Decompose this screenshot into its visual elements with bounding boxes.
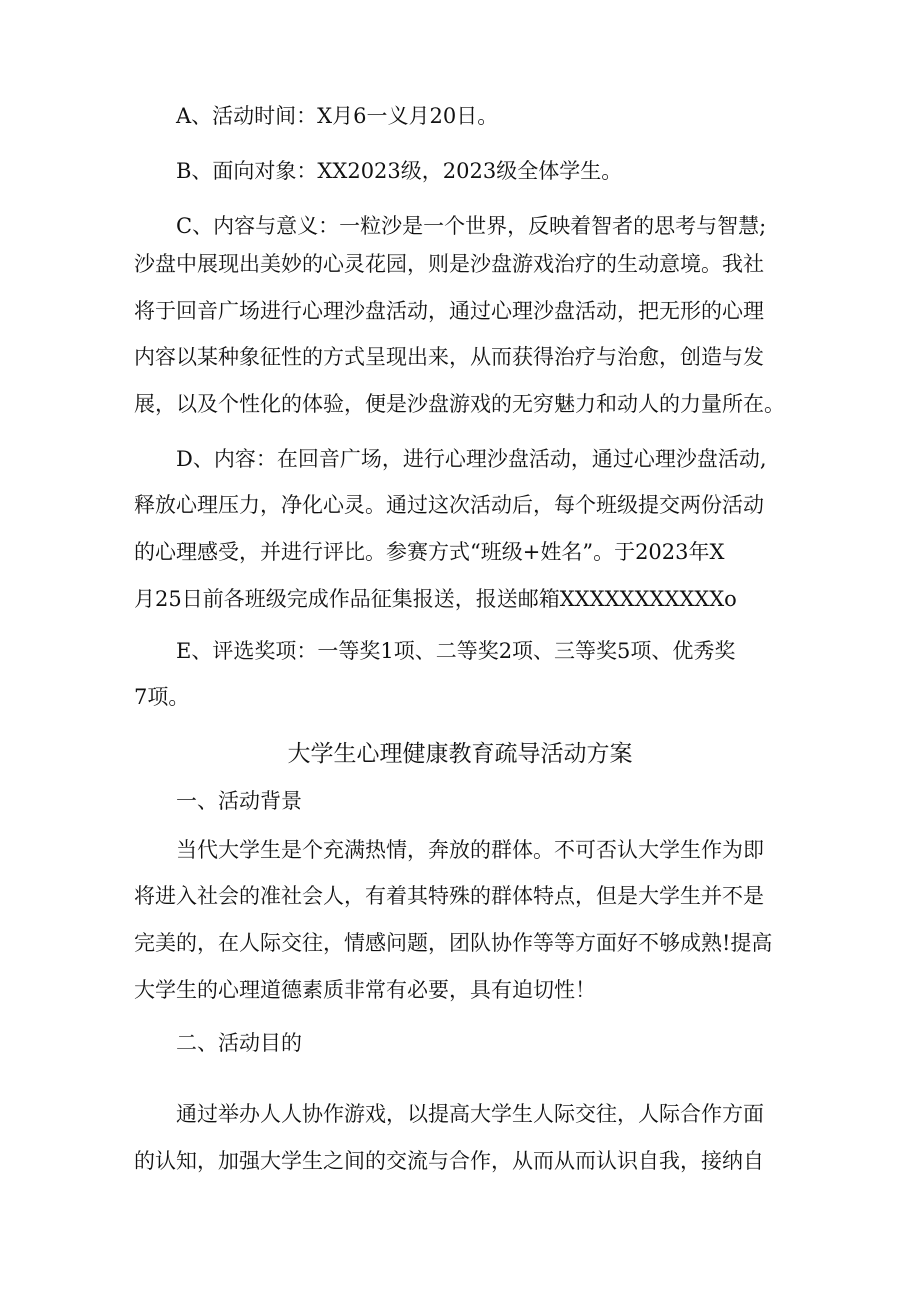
- document-title: 大学生心理健康教育疏导活动方案: [287, 741, 633, 767]
- section-b-line-1: B、面向对象：XX2023级，2023级全体学生。: [176, 159, 623, 183]
- purpose-line-1: 通过举办人人协作游戏，以提高大学生人际交往，人际合作方面: [176, 1102, 764, 1126]
- section-d-line-3: 的心理感受，并进行评比。参赛方式“班级+姓名”。于2023年X: [134, 540, 725, 564]
- section-e-line-2: 7项。: [134, 685, 190, 709]
- section-c-line-3: 将于回音广场进行心理沙盘活动，通过心理沙盘活动，把无形的心理: [134, 299, 764, 323]
- section-c-line-2: 沙盘中展现出美妙的心灵花园，则是沙盘游戏治疗的生动意境。我社: [134, 252, 764, 276]
- heading-activity-purpose: 二、活动目的: [176, 1031, 302, 1055]
- section-c-line-5: 展，以及个性化的体验，便是沙盘游戏的无穷魅力和动人的力量所在。: [134, 392, 785, 416]
- background-line-1: 当代大学生是个充满热情，奔放的群体。不可否认大学生作为即: [176, 838, 764, 862]
- background-line-4: 大学生的心理道德素质非常有必要，具有迫切性！: [134, 978, 596, 1002]
- section-e-line-1: E、评选奖项：一等奖1项、二等奖2项、三等奖5项、优秀奖: [176, 639, 736, 663]
- background-line-2: 将进入社会的准社会人，有着其特殊的群体特点，但是大学生并不是: [134, 884, 764, 908]
- section-d-line-1: D、内容：在回音广场，进行心理沙盘活动，通过心理沙盘活动,: [176, 447, 767, 471]
- section-c-line-1: C、内容与意义：一粒沙是一个世界，反映着智者的思考与智慧;: [176, 214, 767, 238]
- section-d-line-4: 月25日前各班级完成作品征集报送，报送邮箱XXXXXXXXXXXo: [134, 587, 737, 611]
- section-c-line-4: 内容以某种象征性的方式呈现出来，从而获得治疗与治愈，创造与发: [134, 345, 764, 369]
- heading-activity-background: 一、活动背景: [176, 789, 302, 813]
- section-a-line-1: A、活动时间：X月6一义月20日。: [176, 104, 499, 128]
- purpose-line-2: 的认知，加强大学生之间的交流与合作，从而从而认识自我，接纳自: [134, 1149, 764, 1173]
- background-line-3: 完美的，在人际交往，情感问题，团队协作等等方面好不够成熟!提高: [134, 931, 773, 955]
- section-d-line-2: 释放心理压力，净化心灵。通过这次活动后，每个班级提交两份活动: [134, 493, 764, 517]
